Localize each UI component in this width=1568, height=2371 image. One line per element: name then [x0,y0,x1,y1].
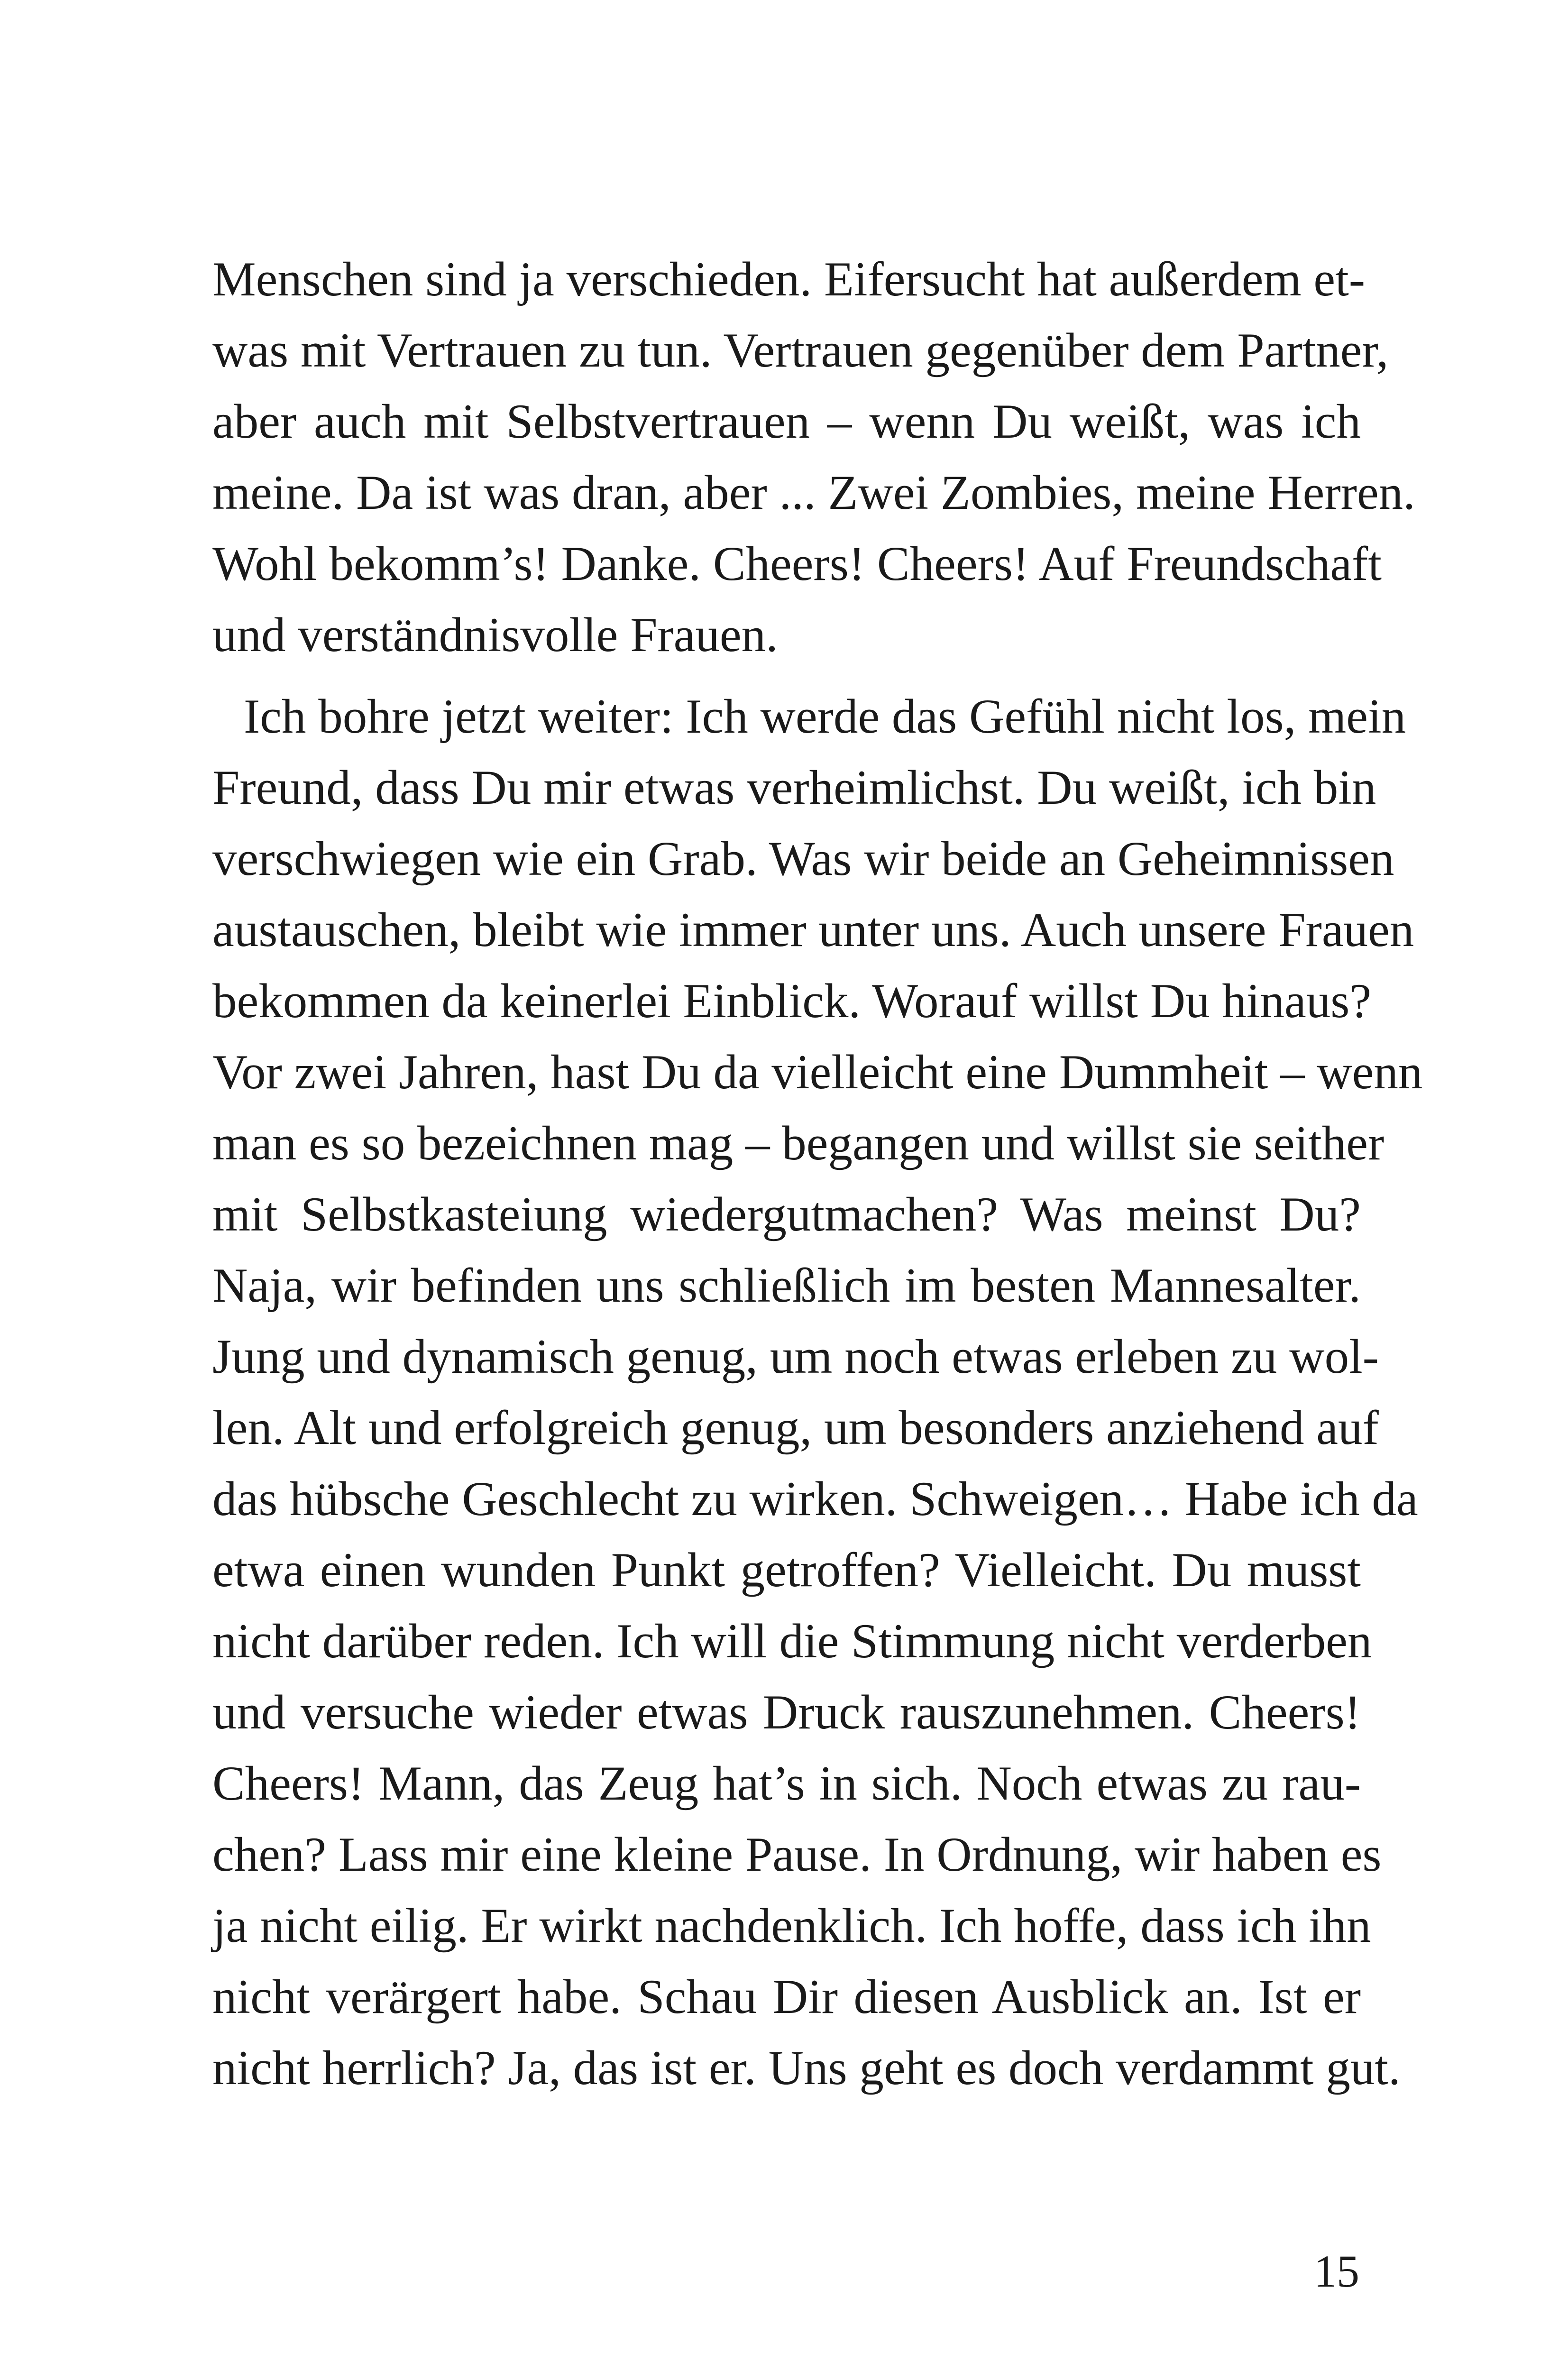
text-line: austauschen, bleibt wie immer unter uns. Auch unsere Frauen [212,903,1414,957]
text-line: was mit Vertrauen zu tun. Vertrauen gegenüber dem Partner, [212,323,1389,377]
paragraph [212,244,1415,671]
text-line: nicht verärgert habe. Schau Dir diesen Ausblick an. Ist er [212,1970,1361,2024]
text-line: man es so bezeichnen mag – begangen und willst sie seither [212,1116,1385,1170]
text-line: das hübsche Geschlecht zu wirken. Schweigen… Habe ich da [212,1472,1418,1526]
text-line: nicht darüber reden. Ich will die Stimmung nicht verderben [212,1614,1372,1668]
page-number: 15 [1314,2246,1359,2297]
text-line: Cheers! Mann, das Zeug hat’s in sich. Noch etwas zu rau- [212,1756,1361,1810]
text-line: verschwiegen wie ein Grab. Was wir beide an Geheimnissen [212,832,1394,886]
text-line: Wohl bekomm’s! Danke. Cheers! Cheers! Auf Freundschaft [212,537,1382,591]
body-text [212,244,1423,2104]
text-line: meine. Da ist was dran, aber ... Zwei Zombies, meine Herren. [212,466,1415,520]
text-line: und versuche wieder etwas Druck rauszunehmen. Cheers! [212,1685,1361,1739]
text-line: Menschen sind ja verschieden. Eifersucht hat außerdem et- [212,252,1366,306]
text-line: und verständnisvolle Frauen. [212,608,778,662]
text-line: mit Selbstkasteiung wiedergutmachen? Was meinst Du? [212,1187,1361,1241]
text-line: bekommen da keinerlei Einblick. Worauf willst Du hinaus? [212,974,1372,1028]
paragraph [212,681,1423,2104]
text-line: Vor zwei Jahren, hast Du da vielleicht eine Dummheit – wenn [212,1045,1423,1099]
paragraph-spacer [212,671,1361,681]
text-line: len. Alt und erfolgreich genug, um besonders anziehend auf [212,1401,1379,1455]
text-line: etwa einen wunden Punkt getroffen? Vielleicht. Du musst [212,1543,1361,1597]
text-line: Freund, dass Du mir etwas verheimlichst. Du weißt, ich bin [212,761,1376,815]
text-line: Ich bohre jetzt weiter: Ich werde das Gefühl nicht los, mein [244,689,1406,744]
text-line: Naja, wir befinden uns schließlich im besten Mannesalter. [212,1259,1361,1313]
text-line: Jung und dynamisch genug, um noch etwas erleben zu wol- [212,1330,1379,1384]
text-line: aber auch mit Selbstvertrauen – wenn Du weißt, was ich [212,395,1361,449]
text-line: nicht herrlich? Ja, das ist er. Uns geht es doch verdammt gut. [212,2041,1401,2095]
text-line: chen? Lass mir eine kleine Pause. In Ordnung, wir haben es [212,1828,1382,1882]
text-line: ja nicht eilig. Er wirkt nachdenklich. Ich hoffe, dass ich ihn [212,1899,1371,1953]
